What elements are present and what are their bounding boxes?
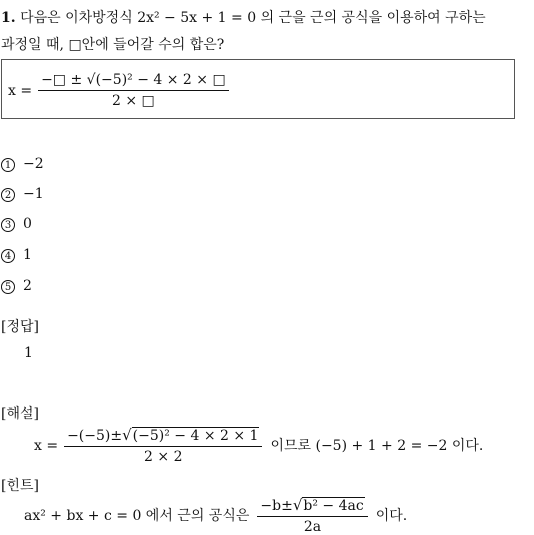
explanation-lhs: x = (34, 438, 59, 454)
answer-label: [정답] (1, 319, 39, 335)
option-4[interactable] (1, 247, 32, 263)
option-1[interactable] (1, 156, 44, 172)
option-mark: 3 (1, 218, 15, 232)
sqrt-sign: √ (122, 426, 132, 444)
option-value: 2 (23, 278, 32, 294)
explanation-label: [해설] (1, 406, 39, 422)
explanation-tail: 이므로 (−5) + 1 + 2 = −2 이다. (270, 438, 484, 454)
formula-fraction (38, 72, 229, 109)
option-value: −2 (23, 156, 44, 172)
question-equation: 2x² − 5x + 1 = 0 (137, 10, 257, 26)
question-text-pre: 다음은 이차방정식 (20, 10, 133, 26)
option-value: −1 (23, 186, 44, 202)
option-mark: 5 (1, 280, 15, 294)
hint-fraction (257, 497, 367, 535)
option-5[interactable] (1, 278, 32, 294)
formula-numerator: −□ ± √(−5)² − 4 × 2 × □ (41, 72, 226, 88)
hint-formula (24, 497, 407, 535)
answer-value: 1 (24, 345, 33, 361)
sqrt-radicand: b² − 4ac (303, 498, 364, 514)
numerator-prefix: −b± (260, 498, 293, 514)
hint-lead: ax² + bx + c = 0 에서 근의 공식은 (24, 508, 250, 524)
question-line-1 (1, 10, 486, 26)
explanation-fraction (64, 427, 262, 465)
explanation-denominator: 2 × 2 (144, 449, 183, 465)
formula (8, 72, 229, 109)
option-mark: 1 (1, 158, 15, 172)
numerator-prefix: −(−5)± (67, 428, 123, 444)
option-value: 1 (23, 247, 32, 263)
option-3[interactable] (1, 216, 32, 232)
question-text-post: 의 근을 근의 공식을 이용하여 구하는 (260, 10, 486, 26)
explanation-formula (34, 427, 483, 465)
option-mark: 2 (1, 188, 15, 202)
hint-label: [힌트] (1, 478, 39, 494)
option-2[interactable] (1, 186, 44, 202)
question-number: 1. (1, 10, 16, 26)
option-mark: 4 (1, 249, 15, 263)
hint-denominator: 2a (303, 519, 322, 535)
hint-tail: 이다. (375, 508, 408, 524)
formula-denominator: 2 × □ (112, 93, 155, 109)
option-value: 0 (23, 216, 32, 232)
hint-numerator (257, 497, 367, 516)
question-line-2: 과정일 때, □안에 들어갈 수의 합은? (1, 37, 225, 53)
explanation-numerator (64, 427, 262, 446)
formula-lhs: x = (8, 82, 33, 99)
sqrt-radicand: (−5)² − 4 × 2 × 1 (132, 428, 259, 444)
sqrt-sign: √ (292, 496, 303, 514)
